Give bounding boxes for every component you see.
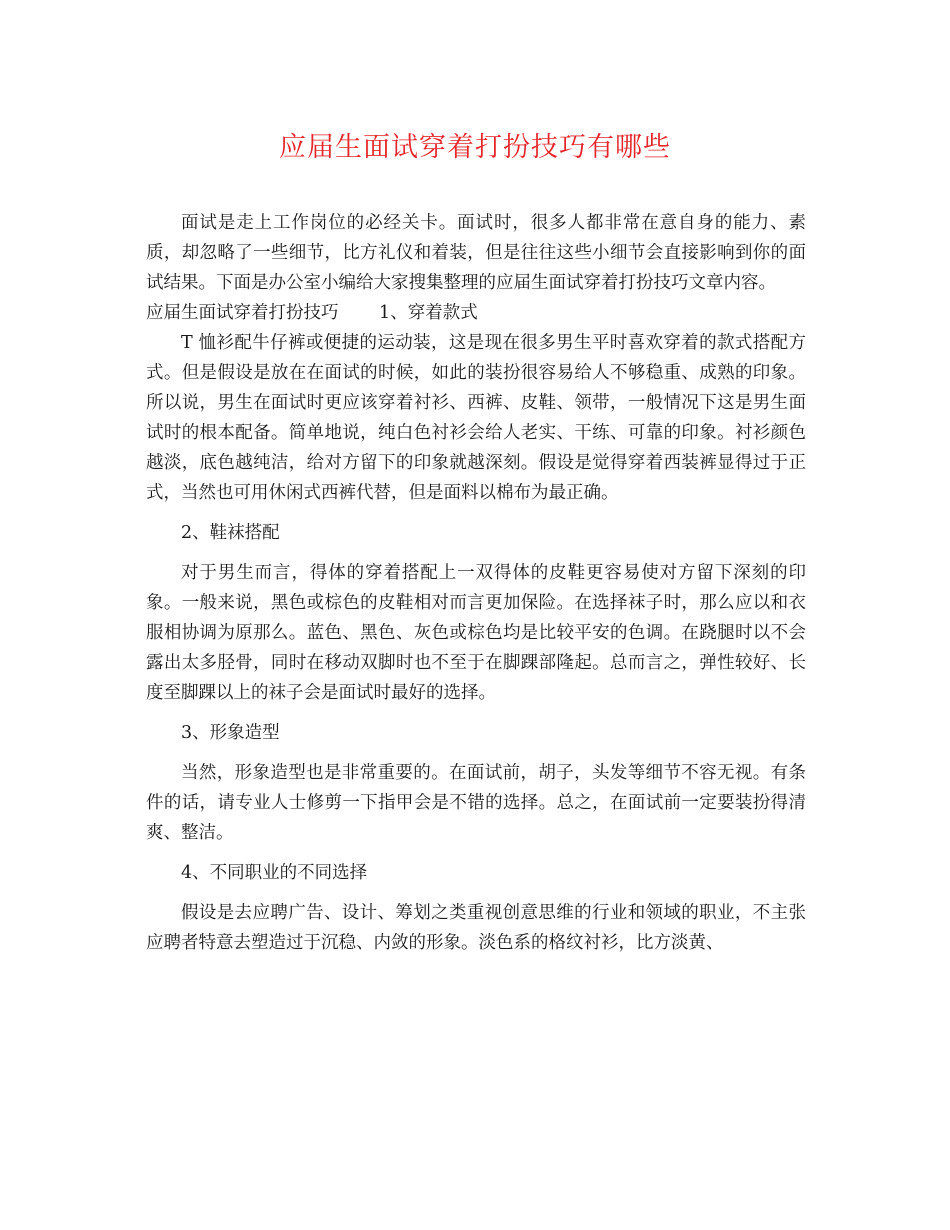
paragraph-shoes-socks: 对于男生而言，得体的穿着搭配上一双得体的皮鞋更容易使对方留下深刻的印象。一般来说，黑色或棕色的皮鞋相对而言更加保险。在选择袜子时，那么应以和衣服相协调为原那么。蓝色、黑色、灰色或棕色均是比较平安的色调。在跷腿时以不会露出太多胫骨，同时在移动双脚时也不至于在脚踝部隆起。总而言之，弹性较好、长度至脚踝以上的袜子会是面试时最好的选择。 bbox=[146, 563, 806, 703]
paragraph-clothing-style: T 恤衫配牛仔裤或便捷的运动装，这是现在很多男生平时喜欢穿着的款式搭配方式。但是假设是放在在面试的时候，如此的装扮很容易给人不够稳重、成熟的印象。所以说，男生在面试时更应该穿着衬衫、西裤、皮鞋、领带，一般情况下这是男生面试时的根本配备。简单地说，纯白色衬衫会给人老实、干练、可靠的印象。衬衫颜色越淡，底色越纯洁，给对方留下的印象就越深刻。假设是觉得穿着西装裤显得过于正式，当然也可用休闲式西裤代替，但是面料以棉布为最正确。 bbox=[146, 333, 806, 503]
document-title: 应届生面试穿着打扮技巧有哪些 bbox=[279, 132, 671, 163]
heading-career-choice: 4、不同职业的不同选择 bbox=[181, 863, 368, 883]
section-heading-line: 应届生面试穿着打扮技巧 1、穿着款式 bbox=[146, 303, 478, 323]
intro-paragraph: 面试是走上工作岗位的必经关卡。面试时，很多人都非常在意自身的能力、素质，却忽略了一些细节，比方礼仪和着装，但是往往这些小细节会直接影响到你的面试结果。下面是办公室小编给大家搜集整理的应届生面试穿着打扮技巧文章内容。 bbox=[146, 213, 806, 293]
document-body bbox=[146, 208, 806, 958]
heading-image-styling: 3、形象造型 bbox=[181, 723, 280, 743]
paragraph-image-styling: 当然，形象造型也是非常重要的。在面试前，胡子，头发等细节不容无视。有条件的话，请专业人士修剪一下指甲会是不错的选择。总之，在面试前一定要装扮得清爽、整洁。 bbox=[146, 763, 806, 843]
heading-shoes-socks: 2、鞋袜搭配 bbox=[181, 523, 280, 543]
paragraph-career-choice: 假设是去应聘广告、设计、筹划之类重视创意思维的行业和领域的职业，不主张应聘者特意去塑造过于沉稳、内敛的形象。淡色系的格纹衬衫，比方淡黄、 bbox=[146, 903, 806, 953]
